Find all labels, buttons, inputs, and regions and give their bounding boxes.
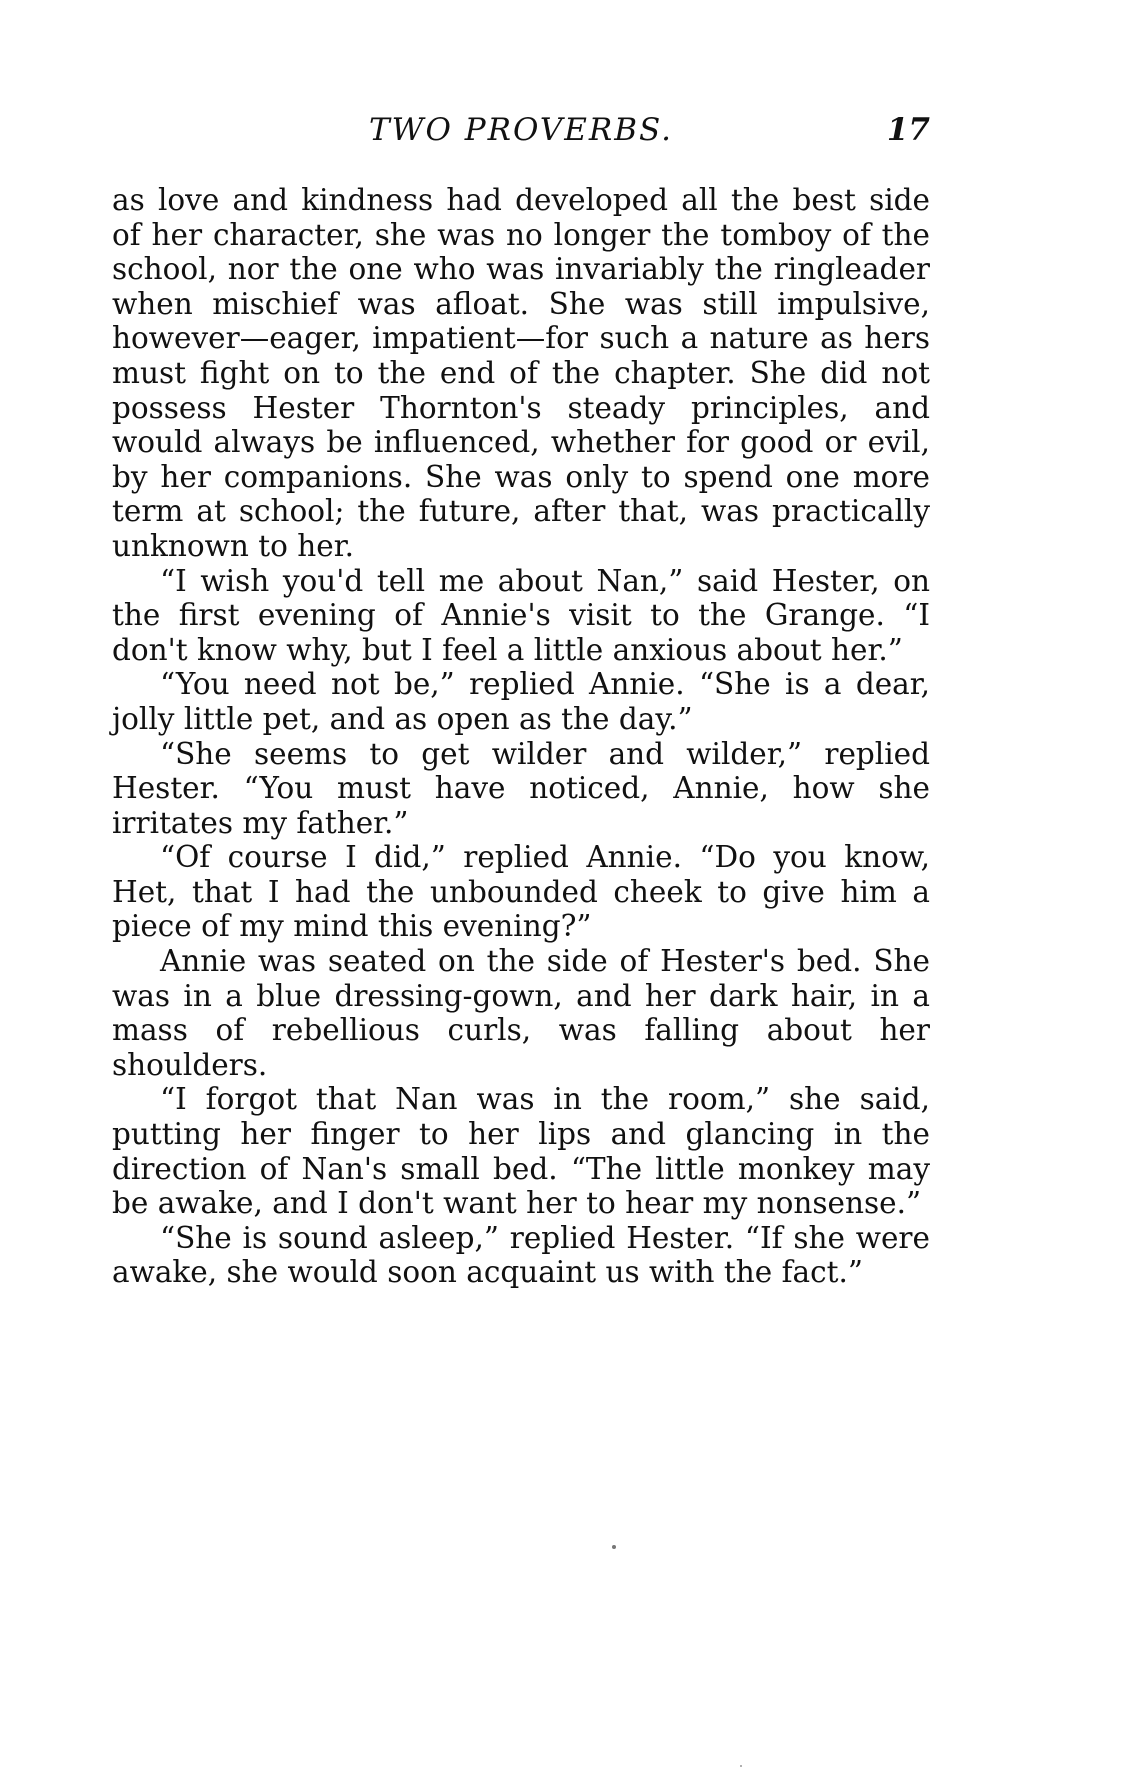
body-text xyxy=(112,183,930,1290)
paper-speck xyxy=(740,1765,742,1767)
paragraph: “Of course I did,” replied Annie. “Do you know, Het, that I had the unbounded cheek to give him a piece of my mind this evening?” xyxy=(112,840,930,944)
paragraph: “I forgot that Nan was in the room,” she said, putting her finger to her lips and glancing in the direction of Nan's small bed. “The little monkey may be awake, and I don't want her to hear my nonsense.” xyxy=(112,1082,930,1221)
chapter-title: TWO PROVERBS. xyxy=(368,112,673,148)
page-number: 17 xyxy=(886,112,930,148)
paragraph: “She is sound asleep,” replied Hester. “If she were awake, she would soon acquaint us with the fact.” xyxy=(112,1220,930,1290)
paragraph: Annie was seated on the side of Hester's bed. She was in a blue dressing-gown, and her dark hair, in a mass of rebellious curls, was falling about her shoulders. xyxy=(112,944,930,1082)
paper-speck xyxy=(612,1545,616,1549)
paragraph: as love and kindness had developed all the best side of her character, she was no longer the tomboy of the school, nor the one who was invariably the ringleader when mischief was afloat. She was still impulsive, however—eager, impatient—for such a nature as hers must fight on to the end of the chapter. She did not possess Hester Thornton's steady principles, and would always be influenced, whether for good or evil, by her companions. She was only to spend one more term at school; the future, after that, was practically unknown to her. xyxy=(112,183,930,563)
running-head xyxy=(112,112,930,158)
paragraph: “I wish you'd tell me about Nan,” said Hester, on the first evening of Annie's visit to the Grange. “I don't know why, but I feel a little anxious about her.” xyxy=(112,563,930,667)
paragraph: “You need not be,” replied Annie. “She is a dear, jolly little pet, and as open as the day.” xyxy=(112,667,930,736)
paragraph: “She seems to get wilder and wilder,” replied Hester. “You must have noticed, Annie, how she irritates my father.” xyxy=(112,736,930,840)
